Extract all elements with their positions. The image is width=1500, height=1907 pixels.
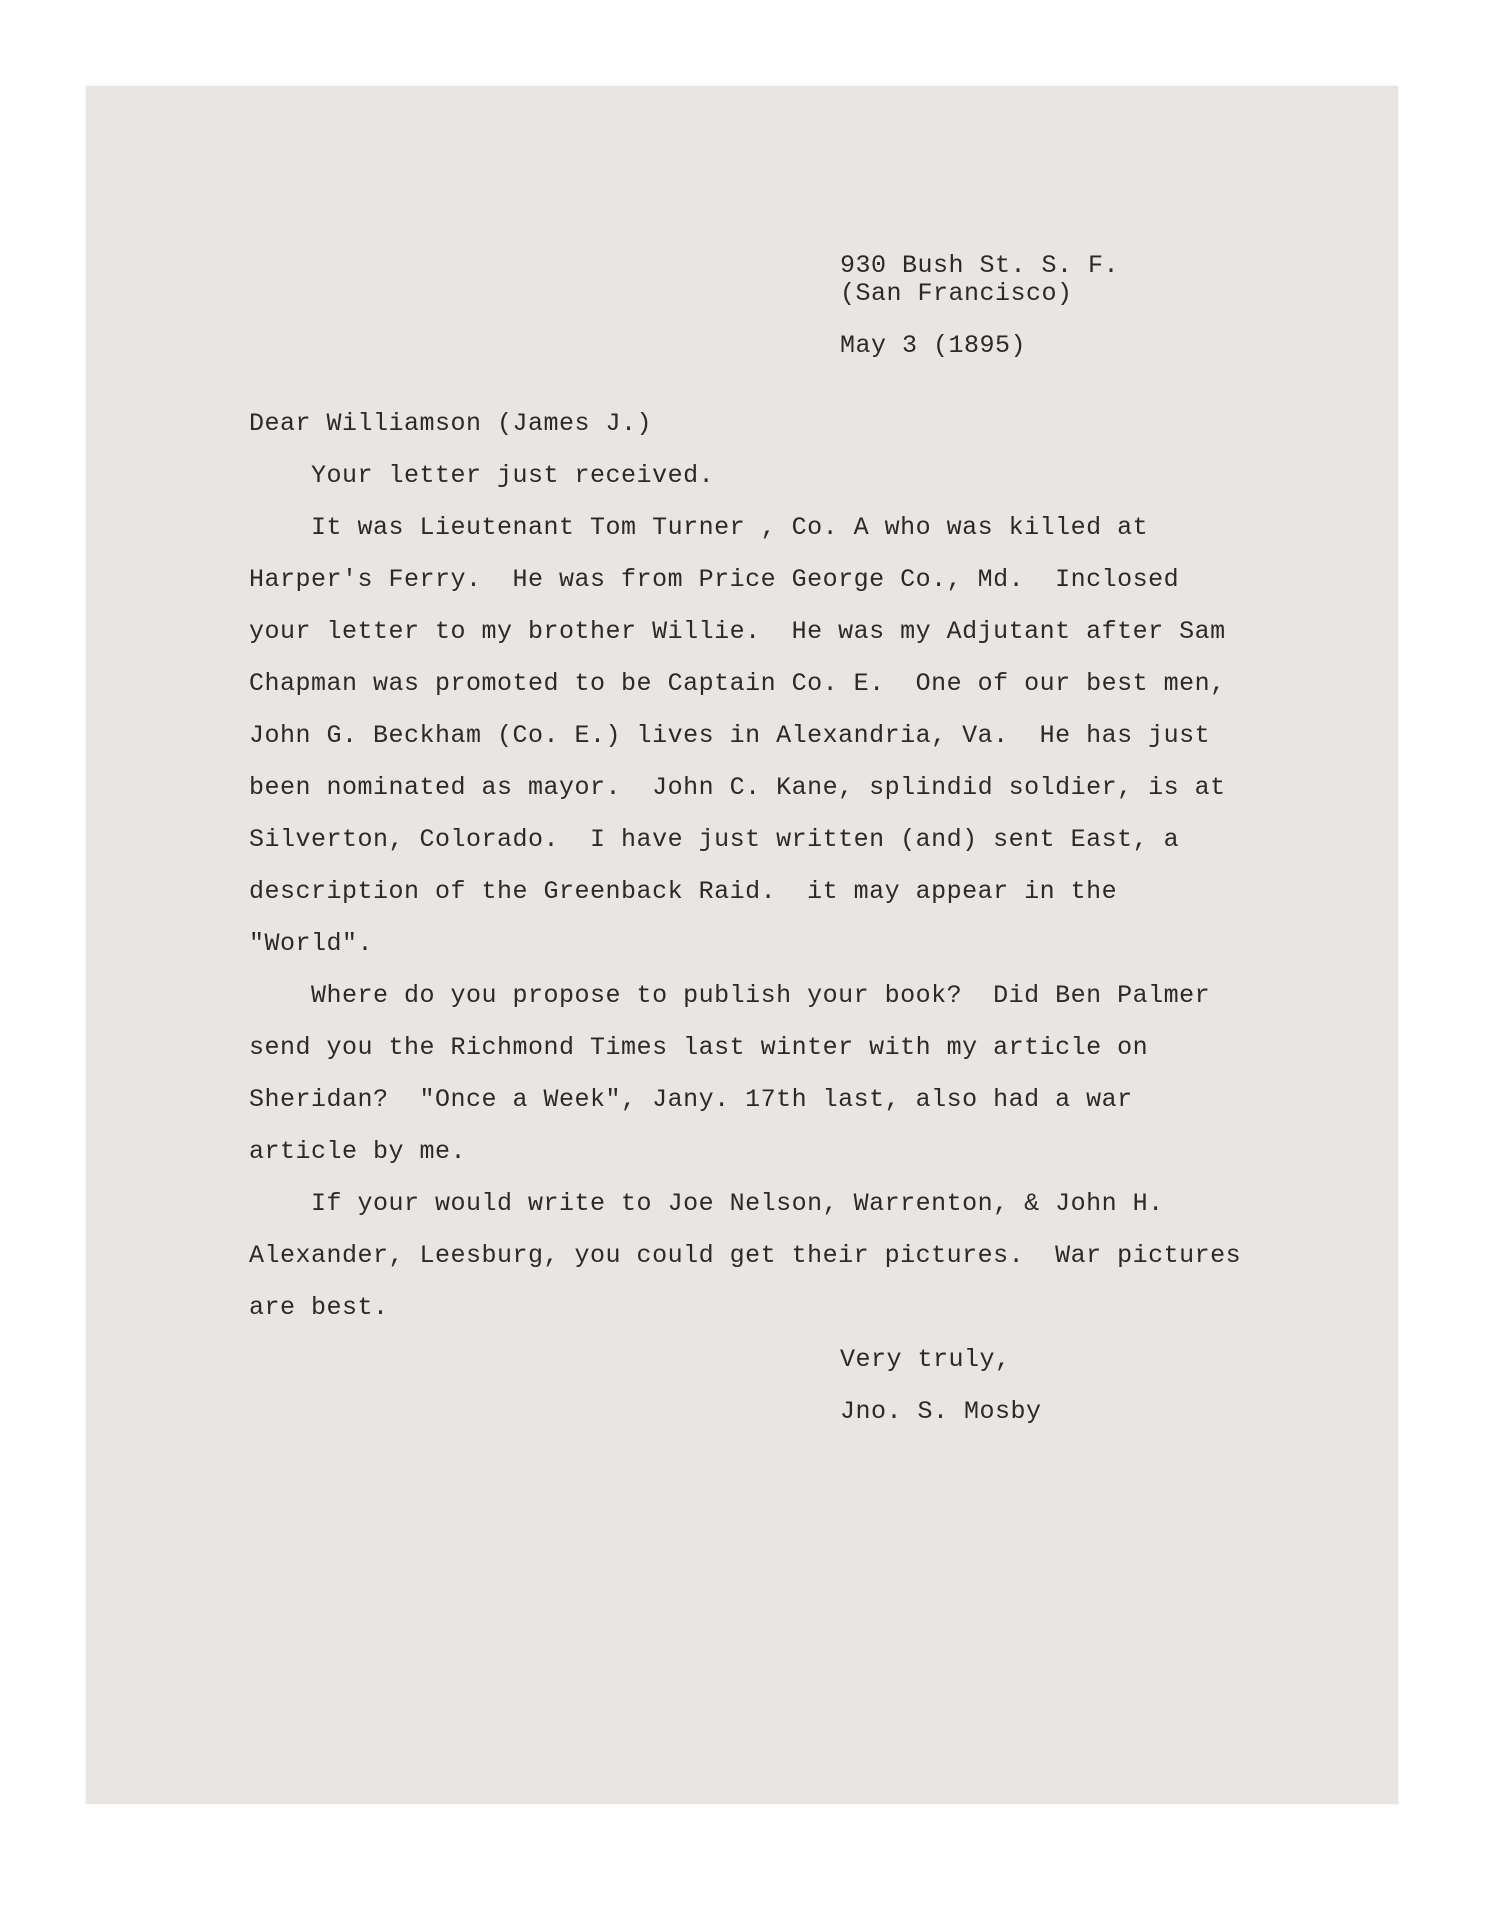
- letter-date: May 3 (1895): [840, 331, 1027, 360]
- body-line: Harper's Ferry. He was from Price George Co., Md. Inclosed: [249, 565, 1180, 594]
- closing: Very truly,: [840, 1345, 1011, 1374]
- body-line: send you the Richmond Times last winter with my article on: [249, 1033, 1149, 1062]
- body-line: It was Lieutenant Tom Turner , Co. A who was killed at: [249, 513, 1149, 542]
- address-line-1: 930 Bush St. S. F.: [840, 251, 1120, 280]
- body-line: Your letter just received.: [249, 461, 715, 490]
- body-line: been nominated as mayor. John C. Kane, splindid soldier, is at: [249, 773, 1226, 802]
- body-line: your letter to my brother Willie. He was my Adjutant after Sam: [249, 617, 1226, 646]
- body-line: "World".: [249, 929, 374, 958]
- body-line: Chapman was promoted to be Captain Co. E. One of our best men,: [249, 669, 1226, 698]
- signature: Jno. S. Mosby: [840, 1397, 1042, 1426]
- body-line: If your would write to Joe Nelson, Warrenton, & John H.: [249, 1189, 1164, 1218]
- body-line: article by me.: [249, 1137, 467, 1166]
- address-line-2: (San Francisco): [840, 279, 1073, 308]
- body-line: description of the Greenback Raid. it may appear in the: [249, 877, 1118, 906]
- body-line: are best.: [249, 1293, 389, 1322]
- body-line: Alexander, Leesburg, you could get their pictures. War pictures: [249, 1241, 1242, 1270]
- body-line: Silverton, Colorado. I have just written (and) sent East, a: [249, 825, 1180, 854]
- salutation: Dear Williamson (James J.): [249, 409, 653, 438]
- body-line: John G. Beckham (Co. E.) lives in Alexandria, Va. He has just: [249, 721, 1211, 750]
- body-line: Where do you propose to publish your book? Did Ben Palmer: [249, 981, 1211, 1010]
- body-line: Sheridan? "Once a Week", Jany. 17th last, also had a war: [249, 1085, 1133, 1114]
